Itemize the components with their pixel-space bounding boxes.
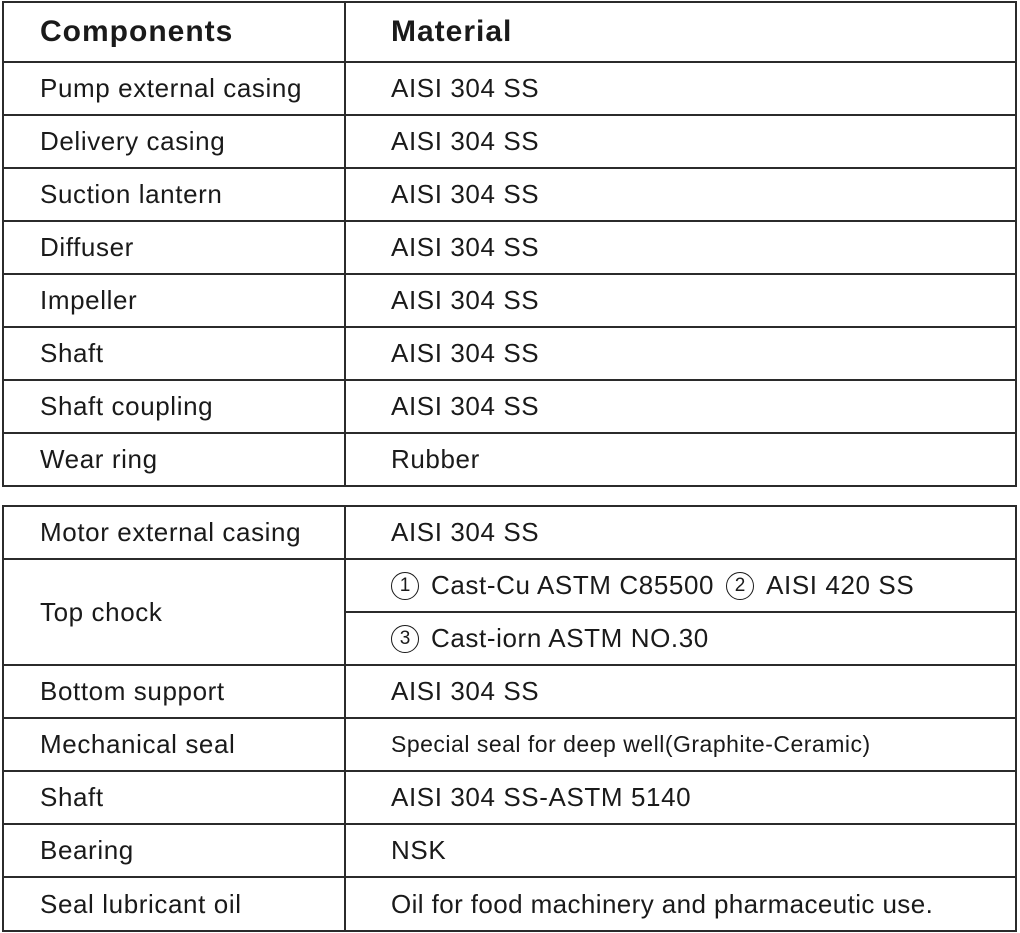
- material-cell: Oil for food machinery and pharmaceutic use.: [391, 888, 934, 919]
- component-cell: Diffuser: [4, 222, 346, 273]
- table-row: [4, 169, 1015, 222]
- material-cell: AISI 304 SS: [391, 179, 540, 209]
- table-row: [4, 63, 1015, 116]
- material-cell: Special seal for deep well(Graphite-Ceramic): [391, 731, 871, 757]
- motor-materials-table: [2, 505, 1017, 932]
- component-cell: Suction lantern: [4, 169, 346, 220]
- material-cell: NSK: [391, 835, 447, 865]
- table-row: [4, 825, 1015, 878]
- component-cell: Pump external casing: [4, 63, 346, 114]
- top-chock-options-line-1: [346, 560, 1015, 613]
- table-row: [4, 328, 1015, 381]
- component-cell: Bearing: [4, 825, 346, 876]
- component-cell: Motor external casing: [4, 507, 346, 558]
- component-cell: Impeller: [4, 275, 346, 326]
- material-option: AISI 420 SS: [766, 570, 915, 600]
- material-cell: AISI 304 SS: [391, 285, 540, 315]
- top-chock-options-line-2: [346, 613, 1015, 664]
- components-header: Components: [4, 3, 346, 61]
- material-cell: AISI 304 SS: [391, 338, 540, 368]
- table-row: [4, 381, 1015, 434]
- pump-materials-table: [2, 1, 1017, 487]
- material-cell: AISI 304 SS: [391, 126, 540, 156]
- material-cell: AISI 304 SS: [391, 676, 540, 706]
- table-row: [4, 275, 1015, 328]
- table-row: [4, 772, 1015, 825]
- component-cell: Wear ring: [4, 434, 346, 485]
- component-cell: Mechanical seal: [4, 719, 346, 770]
- circled-number: 1: [391, 572, 419, 600]
- table-row: [4, 666, 1015, 719]
- component-cell: Top chock: [4, 560, 346, 664]
- material-cell: AISI 304 SS: [391, 73, 540, 103]
- material-cell: Rubber: [391, 444, 480, 474]
- table-row: [4, 222, 1015, 275]
- material-cell: AISI 304 SS: [391, 391, 540, 421]
- component-cell: Seal lubricant oil: [4, 878, 346, 930]
- component-cell: Shaft coupling: [4, 381, 346, 432]
- material-cell: AISI 304 SS: [391, 232, 540, 262]
- material-option: Cast-Cu ASTM C85500: [431, 570, 715, 600]
- table-row: [4, 434, 1015, 485]
- table-row: [4, 507, 1015, 560]
- component-cell: Shaft: [4, 772, 346, 823]
- component-cell: Bottom support: [4, 666, 346, 717]
- table-row-top-chock: [4, 560, 1015, 666]
- component-cell: Shaft: [4, 328, 346, 379]
- circled-number: 2: [726, 572, 754, 600]
- material-cell: AISI 304 SS: [391, 517, 540, 547]
- material-option: Cast-iorn ASTM NO.30: [431, 623, 709, 653]
- table-row: [4, 719, 1015, 772]
- material-cell: AISI 304 SS-ASTM 5140: [391, 782, 692, 812]
- material-header: Material: [391, 15, 513, 48]
- component-cell: Delivery casing: [4, 116, 346, 167]
- table-row: [4, 878, 1015, 930]
- table-header-row: [4, 3, 1015, 63]
- circled-number: 3: [391, 625, 419, 653]
- table-row: [4, 116, 1015, 169]
